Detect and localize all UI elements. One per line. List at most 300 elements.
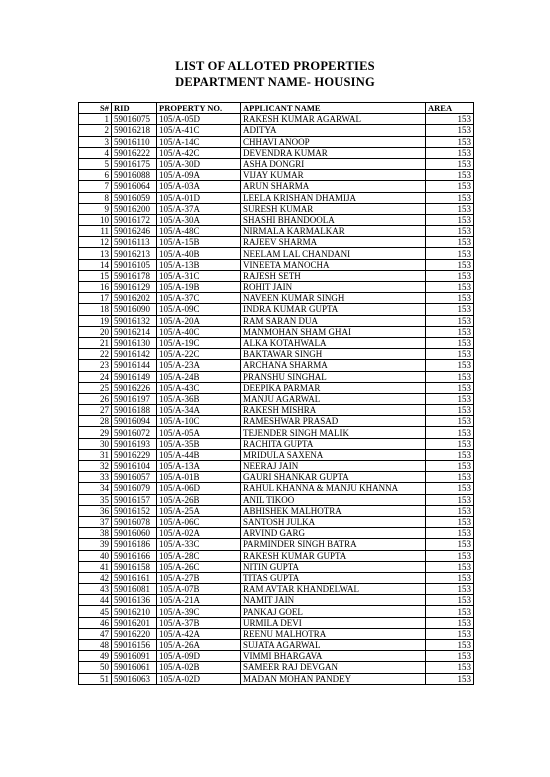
- rid-cell: 59016075: [112, 114, 157, 125]
- area-cell: 153: [426, 472, 474, 483]
- table-row: [79, 192, 474, 203]
- rid-cell: 59016088: [112, 170, 157, 181]
- property-no-cell: 105/A-33C: [157, 539, 241, 550]
- property-no-cell: 105/A-01D: [157, 192, 241, 203]
- applicant-name-cell: ROHIT JAIN: [241, 282, 426, 293]
- department-subtitle: DEPARTMENT NAME- HOUSING: [175, 75, 375, 89]
- property-no-cell: 105/A-09C: [157, 304, 241, 315]
- table-row: [79, 270, 474, 281]
- applicant-name-cell: RAMESHWAR PRASAD: [241, 416, 426, 427]
- serial-number-cell: 9: [79, 203, 112, 214]
- serial-number-cell: 10: [79, 214, 112, 225]
- property-no-cell: 105/A-05D: [157, 114, 241, 125]
- serial-number-cell: 47: [79, 628, 112, 639]
- area-cell: 153: [426, 662, 474, 673]
- column-header-area: AREA: [426, 103, 474, 114]
- rid-cell: 59016144: [112, 360, 157, 371]
- area-cell: 153: [426, 270, 474, 281]
- rid-cell: 59016201: [112, 617, 157, 628]
- area-cell: 153: [426, 405, 474, 416]
- area-cell: 153: [426, 158, 474, 169]
- table-row: [79, 640, 474, 651]
- property-no-cell: 105/A-36B: [157, 393, 241, 404]
- column-header-property-no: PROPERTY NO.: [157, 103, 241, 114]
- serial-number-cell: 19: [79, 315, 112, 326]
- property-no-cell: 105/A-13A: [157, 461, 241, 472]
- table-row: [79, 382, 474, 393]
- table-row: [79, 561, 474, 572]
- table-row: [79, 584, 474, 595]
- applicant-name-cell: ADITYA: [241, 125, 426, 136]
- applicant-name-cell: RAHUL KHANNA & MANJU KHANNA: [241, 483, 426, 494]
- column-header-applicant-name: APPLICANT NAME: [241, 103, 426, 114]
- table-row: [79, 516, 474, 527]
- rid-cell: 59016059: [112, 192, 157, 203]
- applicant-name-cell: CHHAVI ANOOP: [241, 136, 426, 147]
- serial-number-cell: 23: [79, 360, 112, 371]
- table-row: [79, 505, 474, 516]
- property-no-cell: 105/A-30D: [157, 158, 241, 169]
- table-row: [79, 360, 474, 371]
- serial-number-cell: 51: [79, 673, 112, 684]
- serial-number-cell: 38: [79, 528, 112, 539]
- rid-cell: 59016157: [112, 494, 157, 505]
- property-no-cell: 105/A-21A: [157, 595, 241, 606]
- area-cell: 153: [426, 349, 474, 360]
- applicant-name-cell: ABHISHEK MALHOTRA: [241, 505, 426, 516]
- property-no-cell: 105/A-30A: [157, 214, 241, 225]
- table-row: [79, 214, 474, 225]
- applicant-name-cell: TEJENDER SINGH MALIK: [241, 427, 426, 438]
- applicant-name-cell: ALKA KOTAHWALA: [241, 337, 426, 348]
- applicant-name-cell: ARCHANA SHARMA: [241, 360, 426, 371]
- property-no-cell: 105/A-07B: [157, 584, 241, 595]
- rid-cell: 59016104: [112, 461, 157, 472]
- property-no-cell: 105/A-34A: [157, 405, 241, 416]
- applicant-name-cell: NEELAM LAL CHANDANI: [241, 248, 426, 259]
- serial-number-cell: 1: [79, 114, 112, 125]
- applicant-name-cell: RAM SARAN DUA: [241, 315, 426, 326]
- area-cell: 153: [426, 360, 474, 371]
- applicant-name-cell: DEVENDRA KUMAR: [241, 147, 426, 158]
- rid-cell: 59016152: [112, 505, 157, 516]
- serial-number-cell: 43: [79, 584, 112, 595]
- serial-number-cell: 39: [79, 539, 112, 550]
- rid-cell: 59016132: [112, 315, 157, 326]
- table-row: [79, 539, 474, 550]
- property-no-cell: 105/A-02D: [157, 673, 241, 684]
- area-cell: 153: [426, 125, 474, 136]
- column-header-serial: S#: [79, 103, 112, 114]
- area-cell: 153: [426, 181, 474, 192]
- area-cell: 153: [426, 550, 474, 561]
- applicant-name-cell: GAURI SHANKAR GUPTA: [241, 472, 426, 483]
- serial-number-cell: 50: [79, 662, 112, 673]
- rid-cell: 59016081: [112, 584, 157, 595]
- rid-cell: 59016226: [112, 382, 157, 393]
- applicant-name-cell: SUJATA AGARWAL: [241, 640, 426, 651]
- table-row: [79, 136, 474, 147]
- table-row: [79, 158, 474, 169]
- area-cell: 153: [426, 315, 474, 326]
- document-title-block: [0, 58, 550, 90]
- property-no-cell: 105/A-35B: [157, 438, 241, 449]
- table-row: [79, 125, 474, 136]
- area-cell: 153: [426, 438, 474, 449]
- area-cell: 153: [426, 628, 474, 639]
- rid-cell: 59016091: [112, 651, 157, 662]
- property-no-cell: 105/A-15B: [157, 237, 241, 248]
- table-row: [79, 349, 474, 360]
- table-row: [79, 114, 474, 125]
- property-no-cell: 105/A-22C: [157, 349, 241, 360]
- rid-cell: 59016142: [112, 349, 157, 360]
- serial-number-cell: 13: [79, 248, 112, 259]
- applicant-name-cell: INDRA KUMAR GUPTA: [241, 304, 426, 315]
- rid-cell: 59016210: [112, 606, 157, 617]
- serial-number-cell: 21: [79, 337, 112, 348]
- serial-number-cell: 17: [79, 293, 112, 304]
- serial-number-cell: 32: [79, 461, 112, 472]
- serial-number-cell: 30: [79, 438, 112, 449]
- area-cell: 153: [426, 584, 474, 595]
- property-no-cell: 105/A-40B: [157, 248, 241, 259]
- property-no-cell: 105/A-02B: [157, 662, 241, 673]
- table-row: [79, 606, 474, 617]
- property-no-cell: 105/A-43C: [157, 382, 241, 393]
- table-row: [79, 662, 474, 673]
- rid-cell: 59016200: [112, 203, 157, 214]
- property-no-cell: 105/A-03A: [157, 181, 241, 192]
- serial-number-cell: 48: [79, 640, 112, 651]
- serial-number-cell: 22: [79, 349, 112, 360]
- area-cell: 153: [426, 539, 474, 550]
- table-row: [79, 203, 474, 214]
- rid-cell: 59016186: [112, 539, 157, 550]
- rid-cell: 59016213: [112, 248, 157, 259]
- property-no-cell: 105/A-02A: [157, 528, 241, 539]
- table-row: [79, 405, 474, 416]
- applicant-name-cell: DEEPIKA PARMAR: [241, 382, 426, 393]
- area-cell: 153: [426, 640, 474, 651]
- applicant-name-cell: RAKESH KUMAR AGARWAL: [241, 114, 426, 125]
- serial-number-cell: 37: [79, 516, 112, 527]
- serial-number-cell: 24: [79, 371, 112, 382]
- area-cell: 153: [426, 304, 474, 315]
- table-row: [79, 427, 474, 438]
- applicant-name-cell: RAM AVTAR KHANDELWAL: [241, 584, 426, 595]
- rid-cell: 59016113: [112, 237, 157, 248]
- area-cell: 153: [426, 293, 474, 304]
- area-cell: 153: [426, 651, 474, 662]
- rid-cell: 59016060: [112, 528, 157, 539]
- serial-number-cell: 11: [79, 226, 112, 237]
- serial-number-cell: 4: [79, 147, 112, 158]
- allotted-properties-table: [78, 102, 474, 685]
- serial-number-cell: 42: [79, 572, 112, 583]
- applicant-name-cell: MANJU AGARWAL: [241, 393, 426, 404]
- area-cell: 153: [426, 326, 474, 337]
- area-cell: 153: [426, 214, 474, 225]
- area-cell: 153: [426, 572, 474, 583]
- property-no-cell: 105/A-01B: [157, 472, 241, 483]
- rid-cell: 59016149: [112, 371, 157, 382]
- rid-cell: 59016078: [112, 516, 157, 527]
- property-no-cell: 105/A-26C: [157, 561, 241, 572]
- applicant-name-cell: NAMIT JAIN: [241, 595, 426, 606]
- property-no-cell: 105/A-48C: [157, 226, 241, 237]
- serial-number-cell: 45: [79, 606, 112, 617]
- rid-cell: 59016202: [112, 293, 157, 304]
- applicant-name-cell: PRANSHU SINGHAL: [241, 371, 426, 382]
- area-cell: 153: [426, 282, 474, 293]
- serial-number-cell: 41: [79, 561, 112, 572]
- rid-cell: 59016222: [112, 147, 157, 158]
- rid-cell: 59016079: [112, 483, 157, 494]
- serial-number-cell: 26: [79, 393, 112, 404]
- table-header-row: [79, 103, 474, 114]
- serial-number-cell: 27: [79, 405, 112, 416]
- table-row: [79, 461, 474, 472]
- document-title: LIST OF ALLOTED PROPERTIES: [175, 59, 375, 73]
- applicant-name-cell: MANMOHAN SHAM GHAI: [241, 326, 426, 337]
- area-cell: 153: [426, 528, 474, 539]
- area-cell: 153: [426, 427, 474, 438]
- serial-number-cell: 35: [79, 494, 112, 505]
- property-no-cell: 105/A-42A: [157, 628, 241, 639]
- area-cell: 153: [426, 673, 474, 684]
- table-row: [79, 628, 474, 639]
- area-cell: 153: [426, 561, 474, 572]
- property-no-cell: 105/A-13B: [157, 259, 241, 270]
- property-no-cell: 105/A-37A: [157, 203, 241, 214]
- applicant-name-cell: NAVEEN KUMAR SINGH: [241, 293, 426, 304]
- applicant-name-cell: RAJEEV SHARMA: [241, 237, 426, 248]
- area-cell: 153: [426, 449, 474, 460]
- table-row: [79, 416, 474, 427]
- area-cell: 153: [426, 505, 474, 516]
- applicant-name-cell: RAKESH MISHRA: [241, 405, 426, 416]
- applicant-name-cell: MRIDULA SAXENA: [241, 449, 426, 460]
- applicant-name-cell: SAMEER RAJ DEVGAN: [241, 662, 426, 673]
- table-row: [79, 595, 474, 606]
- table-row: [79, 550, 474, 561]
- table-row: [79, 282, 474, 293]
- applicant-name-cell: NIRMALA KARMALKAR: [241, 226, 426, 237]
- rid-cell: 59016063: [112, 673, 157, 684]
- property-no-cell: 105/A-26A: [157, 640, 241, 651]
- serial-number-cell: 18: [79, 304, 112, 315]
- table-row: [79, 371, 474, 382]
- serial-number-cell: 2: [79, 125, 112, 136]
- applicant-name-cell: TITAS GUPTA: [241, 572, 426, 583]
- property-no-cell: 105/A-37C: [157, 293, 241, 304]
- table-row: [79, 673, 474, 684]
- area-cell: 153: [426, 606, 474, 617]
- applicant-name-cell: LEELA KRISHAN DHAMIJA: [241, 192, 426, 203]
- rid-cell: 59016136: [112, 595, 157, 606]
- property-no-cell: 105/A-23A: [157, 360, 241, 371]
- applicant-name-cell: ARUN SHARMA: [241, 181, 426, 192]
- area-cell: 153: [426, 393, 474, 404]
- property-no-cell: 105/A-05A: [157, 427, 241, 438]
- rid-cell: 59016105: [112, 259, 157, 270]
- property-no-cell: 105/A-24B: [157, 371, 241, 382]
- serial-number-cell: 25: [79, 382, 112, 393]
- applicant-name-cell: VIMMI BHARGAVA: [241, 651, 426, 662]
- applicant-name-cell: ANIL TIKOO: [241, 494, 426, 505]
- rid-cell: 59016166: [112, 550, 157, 561]
- applicant-name-cell: MADAN MOHAN PANDEY: [241, 673, 426, 684]
- serial-number-cell: 28: [79, 416, 112, 427]
- table-row: [79, 572, 474, 583]
- applicant-name-cell: ASHA DONGRI: [241, 158, 426, 169]
- property-no-cell: 105/A-10C: [157, 416, 241, 427]
- area-cell: 153: [426, 595, 474, 606]
- serial-number-cell: 29: [79, 427, 112, 438]
- table-row: [79, 494, 474, 505]
- table-row: [79, 226, 474, 237]
- area-cell: 153: [426, 237, 474, 248]
- table-row: [79, 293, 474, 304]
- serial-number-cell: 40: [79, 550, 112, 561]
- rid-cell: 59016175: [112, 158, 157, 169]
- table-row: [79, 315, 474, 326]
- serial-number-cell: 14: [79, 259, 112, 270]
- serial-number-cell: 36: [79, 505, 112, 516]
- area-cell: 153: [426, 170, 474, 181]
- area-cell: 153: [426, 371, 474, 382]
- property-no-cell: 105/A-26B: [157, 494, 241, 505]
- property-no-cell: 105/A-27B: [157, 572, 241, 583]
- property-no-cell: 105/A-39C: [157, 606, 241, 617]
- table-row: [79, 259, 474, 270]
- rid-cell: 59016218: [112, 125, 157, 136]
- area-cell: 153: [426, 494, 474, 505]
- serial-number-cell: 15: [79, 270, 112, 281]
- property-no-cell: 105/A-25A: [157, 505, 241, 516]
- applicant-name-cell: SHASHI BHANDOOLA: [241, 214, 426, 225]
- serial-number-cell: 46: [79, 617, 112, 628]
- area-cell: 153: [426, 114, 474, 125]
- table-body: [79, 114, 474, 685]
- rid-cell: 59016161: [112, 572, 157, 583]
- applicant-name-cell: PARMINDER SINGH BATRA: [241, 539, 426, 550]
- rid-cell: 59016158: [112, 561, 157, 572]
- applicant-name-cell: NITIN GUPTA: [241, 561, 426, 572]
- rid-cell: 59016214: [112, 326, 157, 337]
- rid-cell: 59016220: [112, 628, 157, 639]
- rid-cell: 59016188: [112, 405, 157, 416]
- rid-cell: 59016129: [112, 282, 157, 293]
- table-row: [79, 483, 474, 494]
- area-cell: 153: [426, 382, 474, 393]
- applicant-name-cell: NEERAJ JAIN: [241, 461, 426, 472]
- property-no-cell: 105/A-31C: [157, 270, 241, 281]
- rid-cell: 59016246: [112, 226, 157, 237]
- table-row: [79, 147, 474, 158]
- applicant-name-cell: VINEETA MANOCHA: [241, 259, 426, 270]
- area-cell: 153: [426, 248, 474, 259]
- table-row: [79, 181, 474, 192]
- table-row: [79, 248, 474, 259]
- rid-cell: 59016229: [112, 449, 157, 460]
- column-header-rid: RID: [112, 103, 157, 114]
- serial-number-cell: 33: [79, 472, 112, 483]
- property-no-cell: 105/A-37B: [157, 617, 241, 628]
- property-no-cell: 105/A-19B: [157, 282, 241, 293]
- table-row: [79, 393, 474, 404]
- area-cell: 153: [426, 203, 474, 214]
- property-no-cell: 105/A-09D: [157, 651, 241, 662]
- applicant-name-cell: RAJESH SETH: [241, 270, 426, 281]
- area-cell: 153: [426, 259, 474, 270]
- applicant-name-cell: VIJAY KUMAR: [241, 170, 426, 181]
- area-cell: 153: [426, 461, 474, 472]
- rid-cell: 59016197: [112, 393, 157, 404]
- table-row: [79, 528, 474, 539]
- area-cell: 153: [426, 516, 474, 527]
- table-row: [79, 170, 474, 181]
- rid-cell: 59016178: [112, 270, 157, 281]
- area-cell: 153: [426, 337, 474, 348]
- serial-number-cell: 20: [79, 326, 112, 337]
- table-row: [79, 438, 474, 449]
- applicant-name-cell: SURESH KUMAR: [241, 203, 426, 214]
- property-no-cell: 105/A-40C: [157, 326, 241, 337]
- table-row: [79, 617, 474, 628]
- rid-cell: 59016094: [112, 416, 157, 427]
- property-no-cell: 105/A-06D: [157, 483, 241, 494]
- serial-number-cell: 7: [79, 181, 112, 192]
- applicant-name-cell: ARVIND GARG: [241, 528, 426, 539]
- rid-cell: 59016057: [112, 472, 157, 483]
- rid-cell: 59016090: [112, 304, 157, 315]
- table-row: [79, 326, 474, 337]
- property-no-cell: 105/A-20A: [157, 315, 241, 326]
- table-row: [79, 237, 474, 248]
- rid-cell: 59016110: [112, 136, 157, 147]
- area-cell: 153: [426, 147, 474, 158]
- property-no-cell: 105/A-42C: [157, 147, 241, 158]
- area-cell: 153: [426, 226, 474, 237]
- applicant-name-cell: RACHITA GUPTA: [241, 438, 426, 449]
- applicant-name-cell: PANKAJ GOEL: [241, 606, 426, 617]
- property-no-cell: 105/A-41C: [157, 125, 241, 136]
- applicant-name-cell: RAKESH KUMAR GUPTA: [241, 550, 426, 561]
- table-row: [79, 651, 474, 662]
- property-no-cell: 105/A-19C: [157, 337, 241, 348]
- serial-number-cell: 34: [79, 483, 112, 494]
- property-no-cell: 105/A-28C: [157, 550, 241, 561]
- rid-cell: 59016130: [112, 337, 157, 348]
- rid-cell: 59016064: [112, 181, 157, 192]
- table-row: [79, 337, 474, 348]
- area-cell: 153: [426, 617, 474, 628]
- rid-cell: 59016172: [112, 214, 157, 225]
- table-row: [79, 304, 474, 315]
- applicant-name-cell: REENU MALHOTRA: [241, 628, 426, 639]
- serial-number-cell: 8: [79, 192, 112, 203]
- serial-number-cell: 31: [79, 449, 112, 460]
- serial-number-cell: 5: [79, 158, 112, 169]
- serial-number-cell: 16: [79, 282, 112, 293]
- serial-number-cell: 12: [79, 237, 112, 248]
- rid-cell: 59016156: [112, 640, 157, 651]
- area-cell: 153: [426, 483, 474, 494]
- serial-number-cell: 44: [79, 595, 112, 606]
- applicant-name-cell: URMILA DEVI: [241, 617, 426, 628]
